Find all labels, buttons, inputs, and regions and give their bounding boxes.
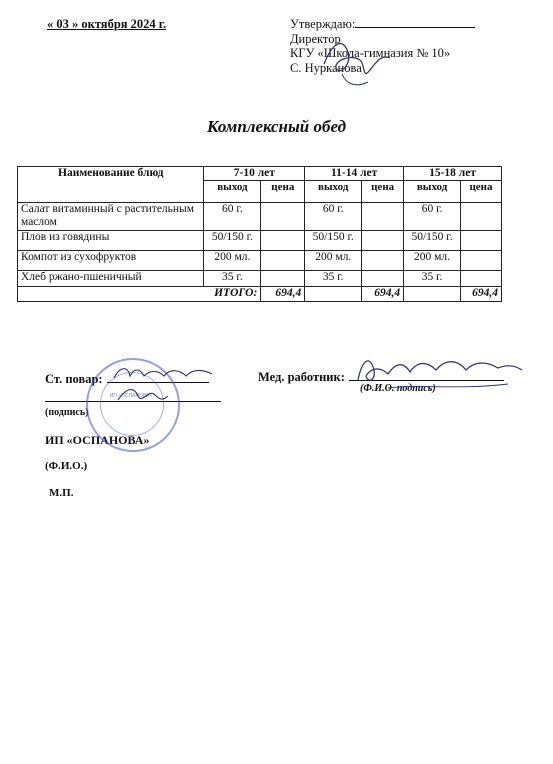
dish-output: 35 г. [204,271,261,287]
header-age-group: 7-10 лет [204,167,305,181]
total-spacer [404,287,461,302]
dish-output: 60 г. [404,203,461,231]
subheader-output: выход [305,181,362,203]
chef-fio-caption: (Ф.И.О.) [45,460,88,472]
table-row [18,231,502,251]
table-row [18,203,502,231]
dish-price [362,271,404,287]
dish-name: Хлеб ржано-пшеничный [18,271,204,287]
dish-name: Салат витаминный с растительным маслом [18,203,204,231]
dish-output: 35 г. [404,271,461,287]
stamp-text: ИП «ОСПАНОВА» [109,393,153,399]
total-spacer [305,287,362,302]
total-value: 694,4 [362,287,404,302]
total-row [18,287,502,302]
chef-label: Ст. повар: [45,372,103,386]
dish-price [460,271,501,287]
medic-label: Мед. работник: [258,370,345,384]
dish-price [261,271,305,287]
dish-price [362,231,404,251]
approval-person: С. Нурканова [290,60,362,75]
medic-signature [348,340,528,400]
total-value: 694,4 [261,287,305,302]
dish-output: 200 мл. [404,251,461,271]
dish-name: Плов из говядины [18,231,204,251]
dish-output: 200 мл. [204,251,261,271]
seal-place-label: М.П. [49,487,74,499]
dish-output: 50/150 г. [305,231,362,251]
chef-sign-caption: (подпись) [45,407,89,418]
table-header-row [18,167,502,181]
dish-name: Компот из сухофруктов [18,251,204,271]
approval-organization: КГУ «Школа-гимназия № 10» [290,46,451,61]
subheader-price: цена [362,181,404,203]
total-value: 694,4 [460,287,501,302]
approval-position: Директор [290,31,341,46]
dish-output: 35 г. [305,271,362,287]
dish-output: 50/150 г. [204,231,261,251]
table-row [18,271,502,287]
header-age-group: 11-14 лет [305,167,404,181]
subheader-output: выход [404,181,461,203]
dish-output: 200 мл. [305,251,362,271]
document-date: « 03 » октября 2024 г. [47,17,167,31]
dish-price [460,203,501,231]
page-title: Комплексный обед [206,117,347,136]
subheader-output: выход [204,181,261,203]
dish-price [261,251,305,271]
dish-price [362,251,404,271]
header-dish-name: Наименование блюд [18,167,204,203]
menu-table [17,166,502,302]
dish-price [261,231,305,251]
dish-price [362,203,404,231]
dish-price [460,251,501,271]
approval-heading: Утверждаю: [290,17,475,32]
dish-output: 60 г. [305,203,362,231]
subheader-price: цена [460,181,501,203]
dish-output: 50/150 г. [404,231,461,251]
table-row [18,251,502,271]
director-signature [312,24,402,94]
dish-price [261,203,305,231]
header-age-group: 15-18 лет [404,167,502,181]
chef-signature [108,360,228,410]
medic-caption: (Ф.И.О. подпись) [360,383,436,394]
subheader-price: цена [261,181,305,203]
dish-price [460,231,501,251]
chef-organization: ИП «ОСПАНОВА» [45,433,150,447]
total-label: ИТОГО: [18,287,261,302]
dish-output: 60 г. [204,203,261,231]
